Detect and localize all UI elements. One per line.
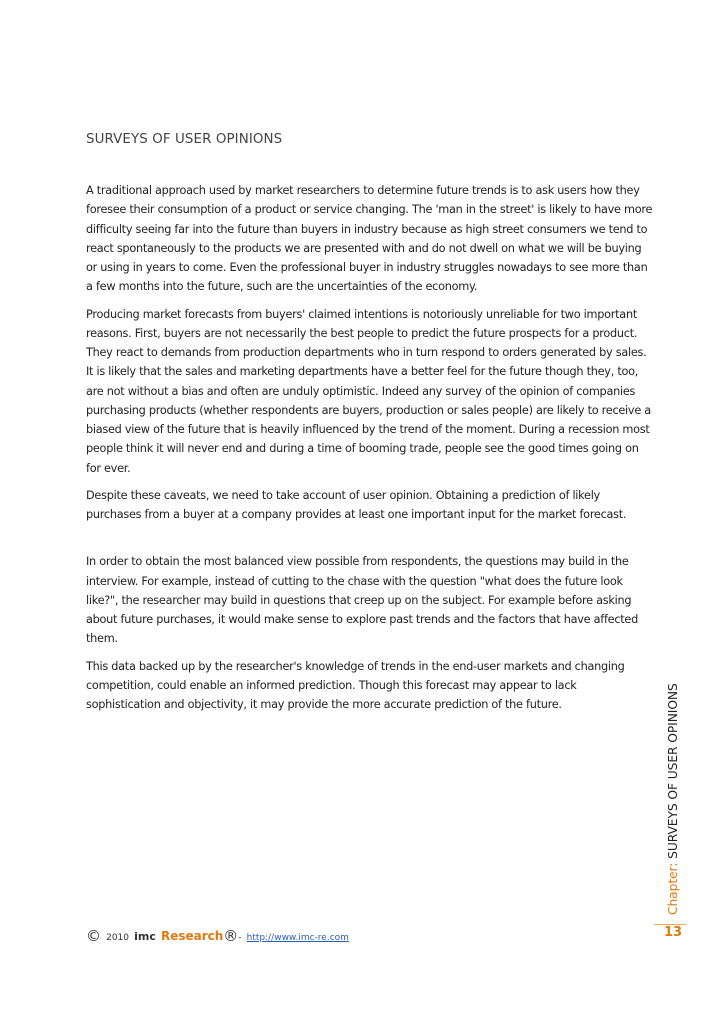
- brand-research: Research: [160, 929, 224, 943]
- copyright-symbol: ©: [86, 927, 101, 945]
- text-line: difficulty seeing far into the future than buyers in industry because as high street consumers we tend to: [86, 222, 648, 236]
- footer-separator: -: [238, 933, 242, 943]
- section-heading: SURVEYS OF USER OPINIONS: [86, 132, 283, 147]
- paragraph-4: [86, 552, 654, 648]
- copyright-year: 2010: [106, 933, 129, 943]
- paragraph-1: [86, 181, 654, 297]
- body-text: [86, 181, 654, 714]
- text-line: or using in years to come. Even the professional buyer in industry struggles nowadays to see more than: [86, 261, 648, 274]
- text-line: It is likely that the sales and marketing departments have a better feel for the future though they, too,: [86, 365, 639, 379]
- text-line: purchasing products (whether respondents are buyers, production or sales people) are likely to receive a: [86, 403, 651, 417]
- paragraph-2: [86, 305, 654, 478]
- chapter-title: SURVEYS OF USER OPINIONS: [666, 683, 680, 859]
- text-line: reasons. First, buyers are not necessarily the best people to predict the future prospects for a product.: [86, 326, 638, 340]
- text-line: They react to demands from production departments who in turn respond to orders generated by sales.: [86, 346, 647, 359]
- text-line: biased view of the future that is heavily influenced by the trend of the moment. During a recession most: [86, 423, 650, 436]
- footer: [86, 925, 349, 944]
- text-line: for ever.: [86, 461, 131, 475]
- text-line: Producing market forecasts from buyers' claimed intentions is notoriously unreliable for two important: [86, 307, 637, 321]
- text-line: them.: [86, 632, 118, 646]
- text-line: people think it will never end and during a time of booming trade, people see the good times going on: [86, 442, 639, 456]
- text-line: like?", the researcher may build in questions that creep up on the subject. For example before asking: [86, 593, 632, 607]
- text-line: Despite these caveats, we need to take account of user opinion. Obtaining a prediction of likely: [86, 488, 600, 502]
- text-line: react spontaneously to the products we are presented with and do not dwell on what we will be buying: [86, 241, 642, 255]
- registered-symbol: ®: [223, 927, 239, 945]
- text-line: are not without a bias and often are unduly optimistic. Indeed any survey of the opinion of companies: [86, 384, 636, 398]
- website-link[interactable]: http://www.imc-re.com: [246, 933, 349, 943]
- paragraph-5: [86, 657, 654, 715]
- text-line: This data backed up by the researcher's knowledge of trends in the end-user markets and changing: [86, 659, 625, 673]
- text-line: purchases from a buyer at a company provides at least one important input for the market forecast.: [86, 508, 627, 521]
- chapter-sidebar: [666, 683, 680, 915]
- paragraph-3: [86, 486, 654, 525]
- page-number: 13: [664, 925, 683, 940]
- text-line: about future purchases, it would make sense to explore past trends and the factors that have affected: [86, 613, 638, 626]
- text-line: A traditional approach used by market researchers to determine future trends is to ask users how they: [86, 184, 640, 197]
- text-line: a few months into the future, such are the uncertainties of the economy.: [86, 280, 478, 294]
- text-line: In order to obtain the most balanced view possible from respondents, the questions may build in the: [86, 555, 629, 569]
- text-line: foresee their consumption of a product or service changing. The 'man in the street' is likely to have more: [86, 203, 653, 217]
- text-line: competition, could enable an informed prediction. Though this forecast may appear to lack: [86, 678, 577, 692]
- text-line: sophistication and objectivity, it may provide the more accurate prediction of the future.: [86, 698, 562, 711]
- brand-imc: imc: [134, 930, 156, 943]
- chapter-prefix: Chapter:: [666, 862, 680, 915]
- text-line: interview. For example, instead of cutting to the chase with the question "what does the future look: [86, 574, 623, 588]
